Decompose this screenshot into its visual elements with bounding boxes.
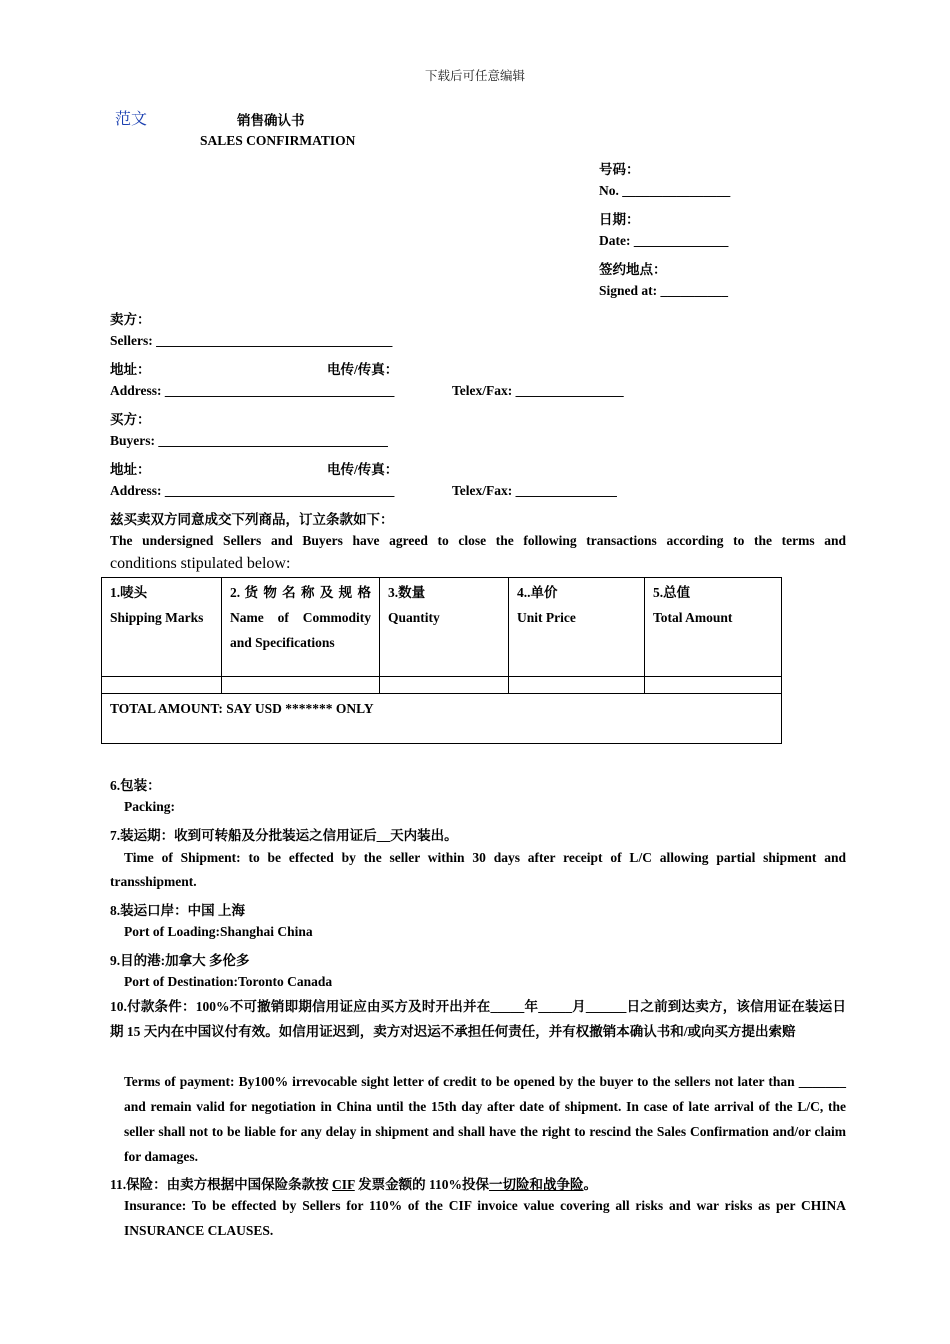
title-chinese: 销售确认书 (237, 113, 305, 128)
loading-port-en: Port of Loading:Shanghai China (124, 924, 313, 939)
shipping-marks-cn: 1.唛头 (110, 585, 148, 600)
payment-terms-cn: 10.付款条件：100%不可撤销即期信用证应由买方及时开出并在_____年_____月______日之前到达卖方，该信用证在装运日期 15 天内在中国议付有效。如信用证迟到，卖方对迟运不承担任何责任，并有权撤销本确认书和/或向买方提出索赔 (110, 999, 846, 1039)
loading-port-cn: 8.装运口岸：中国 上海 (110, 903, 245, 918)
destination-port-cn: 9.目的港:加拿大 多伦多 (110, 953, 250, 968)
packing-en: Packing: (124, 799, 176, 814)
table-row (102, 677, 782, 694)
buyer-label-cn: 买方： (110, 412, 151, 427)
table-header-cell (102, 578, 222, 677)
shipment-en-line2: transshipment. (110, 874, 197, 889)
buyer-address-label-cn: 地址： (110, 462, 151, 477)
seller-address-field: Address: __________________________________ (110, 383, 395, 398)
intro-chinese: 兹买卖双方同意成交下列商品，订立条款如下： (110, 512, 394, 527)
intro-english-line2: conditions stipulated below: (110, 555, 291, 572)
unit-price-en: Unit Price (517, 610, 576, 625)
seller-field: Sellers: ___________________________________ (110, 333, 393, 348)
buyer-field: Buyers: __________________________________ (110, 433, 388, 448)
commodity-cn: 2. 货 物 名 称 及 规 格 (230, 585, 371, 600)
table-cell[interactable] (222, 677, 380, 694)
insurance-cn-part: 。 (583, 1177, 598, 1192)
title-english: SALES CONFIRMATION (200, 133, 356, 148)
quantity-en: Quantity (388, 610, 440, 625)
buyer-fax-label-cn: 电传/传真： (327, 462, 399, 477)
date-field: Date: ______________ (599, 233, 729, 248)
packing-cn: 6.包装： (110, 778, 161, 793)
payment-terms-en: Terms of payment: By100% irrevocable sight letter of credit to be opened by the buyer to the sellers not later than _______ and remain valid for negotiation in China until the 15th day after date of shipment. In case of late arrival of the L/C, the seller shall not to be liable for any delay in shipment and shall have the right to rescind the Sales Confirmation and/or claim for damages. (124, 1074, 846, 1164)
seller-fax-label-cn: 电传/传真： (327, 362, 399, 377)
number-field: No. ________________ (599, 183, 731, 198)
seller-fax-field: Telex/Fax: ________________ (452, 383, 624, 398)
table-header-cell (380, 578, 509, 677)
insurance-cn-risks: 一切险和战争险 (489, 1177, 584, 1192)
table-header-cell (645, 578, 782, 677)
total-amount-en: Total Amount (653, 610, 733, 625)
number-label-cn: 号码： (599, 162, 640, 177)
signed-at-field: Signed at: __________ (599, 283, 729, 298)
page-header-note: 下载后可任意编辑 (424, 69, 525, 83)
table-cell[interactable] (380, 677, 509, 694)
table-cell[interactable] (102, 677, 222, 694)
insurance-en: Insurance: To be effected by Sellers for 110% of the CIF invoice value covering all risks and war risks as per CHINA INSURANCE CLAUSES. (124, 1198, 846, 1238)
date-label-cn: 日期： (599, 212, 640, 227)
intro-english-line1: The undersigned Sellers and Buyers have agreed to close the following transactions according to the terms and (110, 533, 846, 548)
table-header-cell (222, 578, 380, 677)
shipment-cn: 7.装运期：收到可转船及分批装运之信用证后__天内装出。 (110, 828, 458, 843)
sample-label: 范文 (115, 111, 148, 128)
table-cell[interactable] (645, 677, 782, 694)
insurance-cn-part: 发票金额的 110%投保 (354, 1177, 490, 1192)
shipment-en-line1: Time of Shipment: to be effected by the seller within 30 days after receipt of L/C allowing partial shipment and (124, 850, 846, 865)
destination-port-en: Port of Destination:Toronto Canada (124, 974, 333, 989)
insurance-cn-part: 11.保险：由卖方根据中国保险条款按 (110, 1177, 333, 1192)
goods-table (101, 577, 782, 744)
table-cell[interactable] (509, 677, 645, 694)
total-amount-cell: TOTAL AMOUNT: SAY USD ******* ONLY (102, 694, 782, 744)
seller-label-cn: 卖方： (110, 312, 151, 327)
insurance-cn-cif: CIF (332, 1177, 355, 1192)
unit-price-cn: 4..单价 (517, 585, 558, 600)
quantity-cn: 3.数量 (388, 585, 426, 600)
seller-address-label-cn: 地址： (110, 362, 151, 377)
table-header-cell (509, 578, 645, 677)
insurance-cn (110, 1173, 597, 1193)
total-amount-cn: 5.总值 (653, 585, 691, 600)
signed-at-label-cn: 签约地点： (599, 262, 667, 277)
buyer-address-field: Address: __________________________________ (110, 483, 395, 498)
buyer-fax-field: Telex/Fax: _______________ (452, 483, 617, 498)
table-header-row (102, 578, 782, 677)
commodity-en: Name of Commodity and Specifications (230, 610, 371, 650)
table-total-row (102, 694, 782, 744)
shipping-marks-en: Shipping Marks (110, 610, 204, 625)
